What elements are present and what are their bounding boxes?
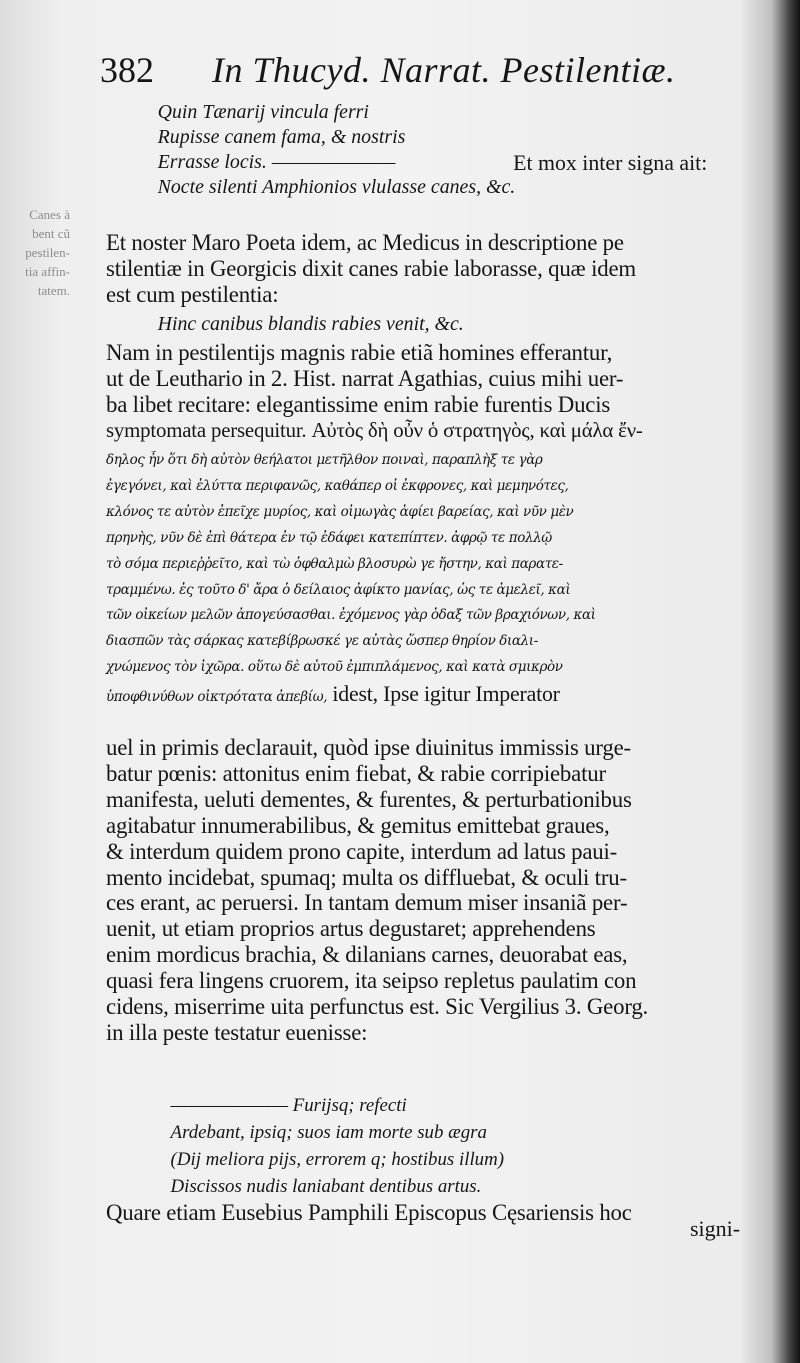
verse-quotation-1	[106, 100, 776, 200]
text-line: cidens, miserrime uita perfunctus est. Sic Vergilius 3. Georg.	[106, 994, 649, 1020]
inline-prose: Et mox inter signa ait:	[513, 150, 708, 175]
greek-line: διασπῶν τὰς σάρκας κατεβίβρωσκέ γε αὐτὰς ὥσπερ θηρίον διαλι-	[106, 633, 538, 650]
verse-line: Quin Tænarij vincula ferri	[157, 101, 369, 123]
text-line: uenit, ut etiam proprios artus degustaret; apprehendens	[106, 916, 596, 942]
margin-note-line: pestilen-	[25, 245, 70, 260]
verse-quotation-mid	[106, 312, 776, 337]
greek-line: κλόνος τε αὐτὸν ἐπεῖχε μυρίος, καὶ οἰμωγὰς ἀφίει βαρείας, καὶ νῦν μὲν	[106, 503, 574, 520]
text-line: quasi fera lingens cruorem, ita seipso repletus paulatim con	[106, 968, 637, 994]
text-line: stilentiæ in Georgicis dixit canes rabie laborasse, quæ idem	[106, 255, 636, 281]
margin-note-line: bent cũ	[32, 226, 70, 241]
verse-line: Ardebant, ipsiq; suos iam morte sub ægra	[170, 1122, 487, 1143]
text-line: ut de Leuthario in 2. Hist. narrat Agathias, cuius mihi uer-	[106, 365, 624, 391]
greek-quotation	[106, 448, 776, 711]
verse-line: Discissos nudis laniabant dentibus artus.	[170, 1176, 482, 1197]
verse-line-text: Errasse locis. ———————	[157, 151, 396, 173]
text-line: mento incidebat, spumaq; multa os diffluebat, & oculi tru-	[106, 864, 627, 890]
text-line: Et noster Maro Poeta idem, ac Medicus in descriptione pe	[106, 230, 624, 255]
verse-line: (Dij meliora pijs, errorem q; hostibus illum)	[170, 1149, 505, 1170]
margin-note-line: Canes à	[29, 207, 70, 222]
text-line: uel in primis declarauit, quòd ipse diuinitus immissis urge-	[106, 735, 631, 760]
text-line: est cum pestilentia:	[106, 281, 279, 307]
margin-note-line: tatem.	[37, 283, 70, 298]
text-line: symptomata persequitur. Αὐτὸς δὴ οὖν ὁ στρατηγὸς, καὶ μάλα ἔν-	[106, 417, 643, 442]
text-line: enim mordicus brachia, & dilanians carnes, deuorabat eas,	[106, 942, 628, 968]
text-line: agitabatur innumerabilibus, & gemitus emittebat graues,	[106, 812, 610, 838]
paragraph-translation	[106, 735, 776, 1046]
text-line: manifesta, ueluti dementes, & furentes, & perturbationibus	[106, 786, 632, 812]
text-line: Nam in pestilentijs magnis rabie etiã homines efferantur,	[106, 340, 613, 365]
paragraph-agathias	[106, 340, 776, 444]
verse-line: Hinc canibus blandis rabies venit, &c.	[157, 313, 464, 335]
greek-line: χνώμενος τὸν ἰχῶρα. οὕτω δὲ αὐτοῦ ἐμπιπλάμενος, καὶ κατὰ σμικρὸν	[106, 659, 563, 676]
text-line: ba libet recitare: elegantissime enim rabie furentis Ducis	[106, 391, 611, 417]
paragraph-eusebius	[106, 1200, 776, 1226]
margin-note	[0, 205, 70, 300]
text-line: ces erant, ac peruersi. In tantam demum miser insaniã per-	[106, 890, 628, 916]
verse-quotation-2	[106, 1092, 776, 1200]
greek-line: πρηνὴς, νῦν δὲ ἐπὶ θάτερα ἐν τῷ ἐδάφει κατεπίπτεν. ἀφρῷ τε πολλῷ	[106, 529, 552, 546]
running-title: In Thucyd. Narrat. Pestilentiæ.	[212, 50, 676, 90]
verse-line: ——————— Furijsq; refecti	[170, 1095, 407, 1116]
catchword: signi-	[690, 1216, 741, 1241]
page-header	[100, 46, 690, 94]
paragraph-maro	[106, 230, 776, 308]
greek-line: τραμμένω. ἐς τοῦτο δ' ἄρα ὁ δείλαιος ἀφίκτο μανίας, ὡς τε ἀμελεῖ, καὶ	[106, 581, 571, 598]
text-line: in illa peste testatur euenisse:	[106, 1019, 368, 1045]
text-line: Quare etiam Eusebius Pamphili Episcopus Cęsariensis hoc	[106, 1200, 632, 1225]
greek-line: δηλος ἦν ὅτι δὴ αὐτὸν θεήλατοι μετῆλθον ποιναὶ, παραπλὴξ τε γὰρ	[106, 452, 543, 468]
page-number: 382	[100, 50, 154, 90]
latin-fragment: idest, Ipse igitur Imperator	[327, 681, 560, 707]
greek-line: τῶν οἰκείων μελῶν ἀπογεύσασθαι. ἐχόμενος γὰρ ὀδαξ τῶν βραχιόνων, καὶ	[106, 607, 596, 624]
verse-line: Rupisse canem fama, & nostris	[157, 126, 406, 148]
margin-note-line: tia affin-	[25, 264, 70, 279]
verse-line	[106, 150, 771, 175]
verse-line: Nocte silenti Amphionios vlulasse canes, &c.	[157, 176, 516, 198]
text-line: & interdum quidem prono capite, interdum ad latus paui-	[106, 838, 618, 864]
mixed-line	[106, 681, 771, 711]
greek-line: ἐγεγόνει, καὶ ἐλύττα περιφανῶς, καθάπερ οἱ ἐκφρονες, καὶ μεμηνότες,	[106, 477, 569, 494]
greek-line: τὸ σόμα περιεῤῥεῖτο, καὶ τὼ ὀφθαλμὼ βλοσυρὼ γε ἤστην, καὶ παρατε-	[106, 555, 563, 572]
greek-fragment: ὑποφθινύθων οἰκτρότατα ἀπεβίω,	[106, 689, 328, 706]
text-line: batur pœnis: attonitus enim fiebat, & rabie corripiebatur	[106, 760, 606, 786]
